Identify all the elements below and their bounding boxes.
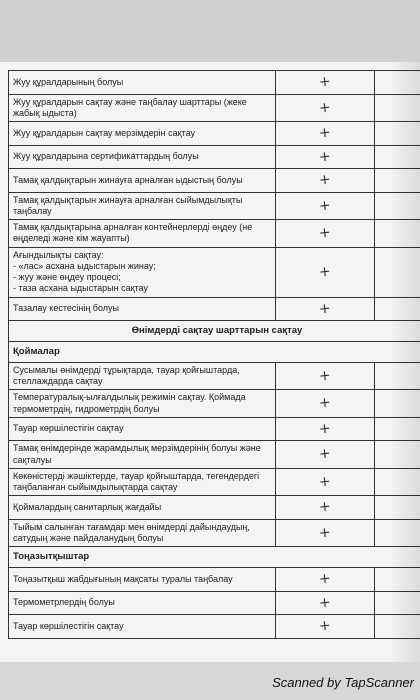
handwritten-check-mark: + bbox=[318, 73, 332, 91]
checklist-row bbox=[9, 417, 420, 441]
check-cell bbox=[276, 362, 375, 390]
handwritten-check-mark: + bbox=[318, 394, 332, 412]
checklist-row bbox=[9, 122, 420, 146]
checklist-row bbox=[9, 362, 420, 390]
check-cell bbox=[276, 568, 375, 592]
checklist-row bbox=[9, 71, 420, 95]
check-cell bbox=[276, 220, 375, 248]
requirement-text: Қоймалардың санитарлық жағдайы bbox=[9, 496, 276, 520]
requirement-text: Тамақ өнімдерінде жарамдылық мерзімдерінің болуы және сақталуы bbox=[9, 441, 276, 469]
requirement-text: Жуу құралдарына сертификаттардың болуы bbox=[9, 145, 276, 169]
checklist-row bbox=[9, 496, 420, 520]
subheading-fridges: Тоңазытқыштар bbox=[9, 547, 420, 568]
check-cell bbox=[276, 71, 375, 95]
checklist-row bbox=[9, 568, 420, 592]
handwritten-check-mark: + bbox=[318, 196, 332, 215]
check-cell bbox=[276, 122, 375, 146]
handwritten-check-mark: + bbox=[318, 147, 332, 166]
section-header-group bbox=[9, 321, 420, 363]
requirement-text: Жуу құралдарын сақтау мерзімдерін сақтау bbox=[9, 122, 276, 146]
handwritten-check-mark: + bbox=[318, 570, 332, 588]
handwritten-check-mark: + bbox=[318, 524, 332, 542]
section-title: Өнімдерді сақтау шарттарын сақтау bbox=[9, 321, 420, 342]
requirement-text: Температуралық-ылғалдылық режимін сақтау. Қоймада термометрдің, гидрометрдің болуы bbox=[9, 390, 276, 418]
checklist-row bbox=[9, 94, 420, 122]
check-cell bbox=[276, 519, 375, 547]
check-cell bbox=[276, 441, 375, 469]
requirement-text: Тауар көршілестігін сақтау bbox=[9, 615, 276, 639]
checklist-row bbox=[9, 145, 420, 169]
scan-background-top bbox=[0, 0, 420, 62]
subheading-row-fridges bbox=[9, 547, 420, 568]
requirement-text: Тоңазытқыш жабдығының мақсаты туралы таңбалау bbox=[9, 568, 276, 592]
requirement-text: Тамақ қалдықтарын жинауға арналған ыдыстың болуы bbox=[9, 169, 276, 193]
check-cell bbox=[276, 192, 375, 220]
handwritten-check-mark: + bbox=[318, 473, 332, 491]
handwritten-check-mark: + bbox=[318, 617, 332, 635]
subheading-group-fridges bbox=[9, 547, 420, 568]
requirement-text: Тазалау кестесінің болуы bbox=[9, 297, 276, 321]
checklist-row bbox=[9, 615, 420, 639]
requirement-text: Тыйым салынған тағамдар мен өнімдерді дайындаудың, сатудың және пайдаланудың болуы bbox=[9, 519, 276, 547]
requirement-text: Жуу құралдарын сақтау және таңбалау шарттары (жеке жабық ыдыста) bbox=[9, 94, 276, 122]
handwritten-check-mark: + bbox=[318, 224, 332, 242]
checklist-row bbox=[9, 591, 420, 615]
scanned-page bbox=[0, 62, 420, 662]
requirement-text: Тамақ қалдықтарын жинауға арналған сыйымдылықты таңбалау bbox=[9, 192, 276, 220]
handwritten-check-mark: + bbox=[318, 124, 332, 142]
handwritten-check-mark: + bbox=[318, 98, 332, 117]
scanner-watermark: Scanned by TapScanner bbox=[272, 675, 414, 690]
requirement-text: Сусымалы өнімдерді тұрықтарда, тауар қойғыштарда, стеллаждарда сақтау bbox=[9, 362, 276, 390]
check-cell bbox=[276, 496, 375, 520]
checklist-rows-storage bbox=[9, 362, 420, 547]
checklist-row bbox=[9, 220, 420, 248]
checklist-row bbox=[9, 169, 420, 193]
requirement-text: Ағындылықты сақтау: - «лас» асхана ыдыстарын жинау; - жуу және өңдеу процесі; - таза асхана ыдыстарын сақтау bbox=[9, 247, 276, 297]
subheading-storage: Қоймалар bbox=[9, 341, 420, 362]
page-shadow bbox=[390, 62, 420, 662]
checklist-row bbox=[9, 519, 420, 547]
handwritten-check-mark: + bbox=[318, 498, 332, 516]
requirement-text: Жуу құралдарының болуы bbox=[9, 71, 276, 95]
handwritten-check-mark: + bbox=[318, 299, 332, 318]
handwritten-check-mark: + bbox=[318, 263, 332, 281]
check-cell bbox=[276, 247, 375, 297]
handwritten-check-mark: + bbox=[318, 594, 332, 612]
check-cell bbox=[276, 390, 375, 418]
check-cell bbox=[276, 169, 375, 193]
check-cell bbox=[276, 94, 375, 122]
requirement-text: Тамақ қалдықтарына арналған контейнерлерді өңдеу (не өңделеді және кім жауапты) bbox=[9, 220, 276, 248]
check-cell bbox=[276, 297, 375, 321]
handwritten-check-mark: + bbox=[318, 445, 332, 463]
checklist-row bbox=[9, 192, 420, 220]
handwritten-check-mark: + bbox=[318, 420, 332, 438]
checklist-rows-hygiene bbox=[9, 71, 420, 321]
checklist-row bbox=[9, 390, 420, 418]
checklist-rows-fridges bbox=[9, 568, 420, 639]
check-cell bbox=[276, 591, 375, 615]
check-cell bbox=[276, 417, 375, 441]
requirement-text: Термометрлердің болуы bbox=[9, 591, 276, 615]
subheading-row-storage bbox=[9, 341, 420, 362]
checklist-row bbox=[9, 297, 420, 321]
checklist-row bbox=[9, 468, 420, 496]
check-cell bbox=[276, 468, 375, 496]
checklist-row bbox=[9, 441, 420, 469]
handwritten-check-mark: + bbox=[318, 171, 332, 189]
checklist-table bbox=[8, 70, 420, 639]
checklist-row bbox=[9, 247, 420, 297]
check-cell bbox=[276, 615, 375, 639]
check-cell bbox=[276, 145, 375, 169]
section-header-row bbox=[9, 321, 420, 342]
requirement-text: Көкөністерді жәшіктерде, тауар қойғыштарда, тегендердегі таңбаланған сыйымдылықтарда сақтау bbox=[9, 468, 276, 496]
requirement-text: Тауар көршілестігін сақтау bbox=[9, 417, 276, 441]
handwritten-check-mark: + bbox=[318, 367, 332, 385]
